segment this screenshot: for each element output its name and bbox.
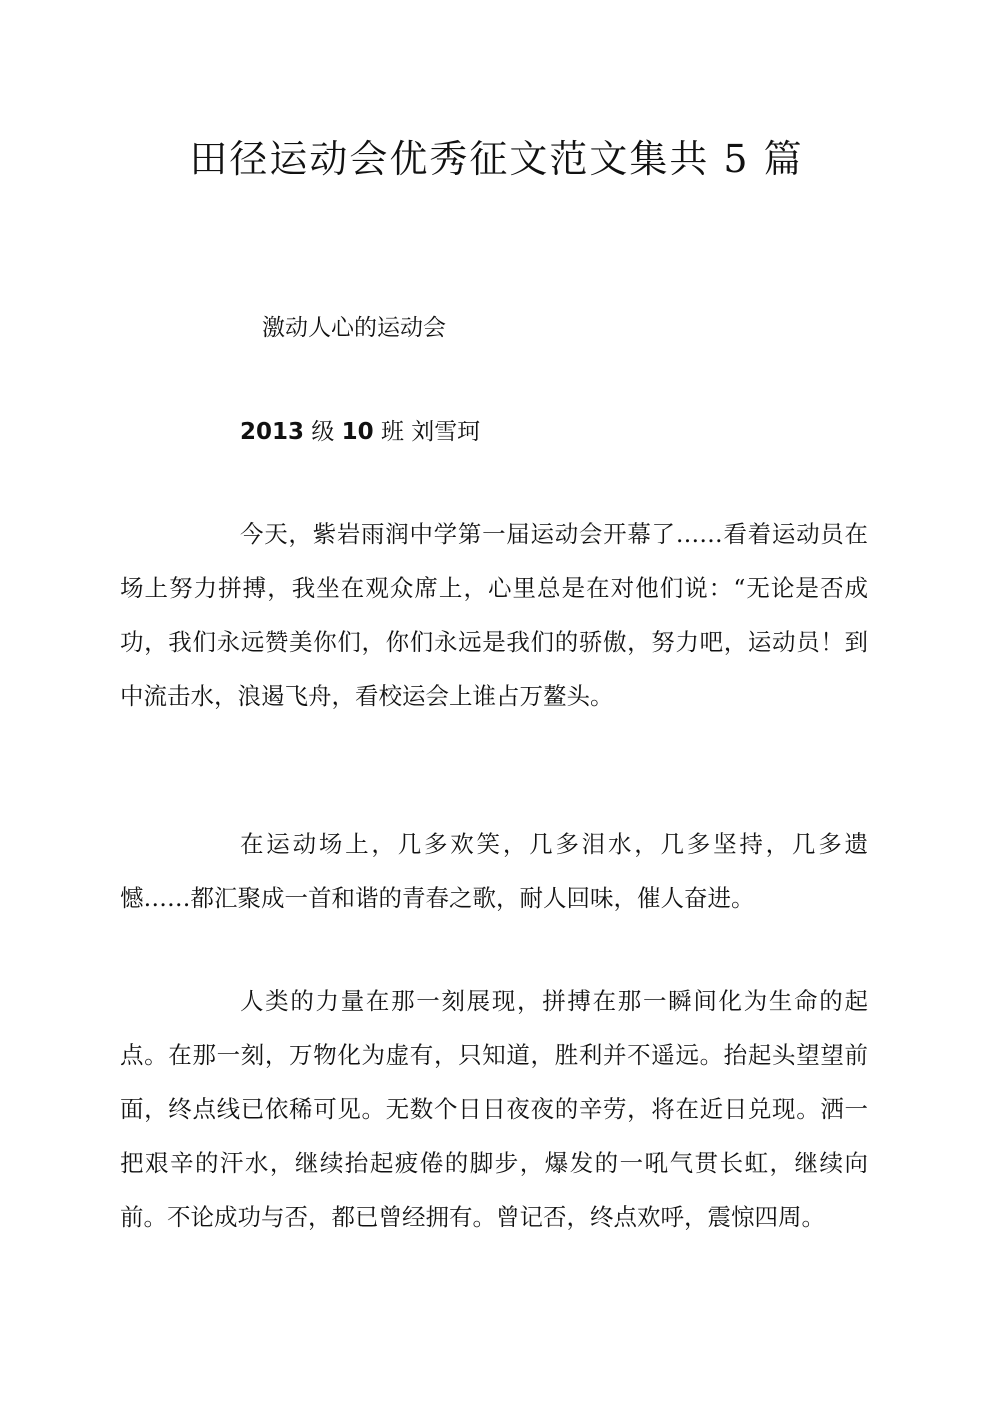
author-grade-word: 级: [304, 419, 342, 445]
paragraph-3: 人类的力量在那一刻展现，拼搏在那一瞬间化为生命的起点。在那一刻，万物化为虚有，只知道，胜利并不遥远。抬起头望望前面，终点线已依稀可见。无数个日日夜夜的辛劳，将在近日兑现。洒一把艰辛的汗水，继续抬起疲倦的脚步，爆发的一吼气贯长虹，继续向前。不论成功与否，都已曾经拥有。曾记否，终点欢呼，震惊四周。: [120, 987, 868, 1231]
author-class-number: 10: [341, 419, 374, 445]
author-name: 刘雪珂: [411, 419, 481, 445]
essay-title: 激动人心的运动会: [262, 315, 446, 341]
paragraph-1: 今天，紫岩雨润中学第一届运动会开幕了……看着运动员在场上努力拼搏，我坐在观众席上，心里总是在对他们说：“无论是否成功，我们永远赞美你们，你们永远是我们的骄傲，努力吧，运动员！到中流击水，浪遏飞舟，看校运会上谁占万鳌头。: [120, 520, 868, 710]
author-line: [240, 414, 480, 450]
author-class-word: 班: [373, 419, 412, 445]
document-title: 田径运动会优秀征文范文集共 5 篇: [189, 137, 804, 181]
paragraph-2: 在运动场上，几多欢笑，几多泪水，几多坚持，几多遗憾……都汇聚成一首和谐的青春之歌，耐人回味，催人奋进。: [120, 830, 868, 912]
author-year: 2013: [240, 419, 305, 445]
